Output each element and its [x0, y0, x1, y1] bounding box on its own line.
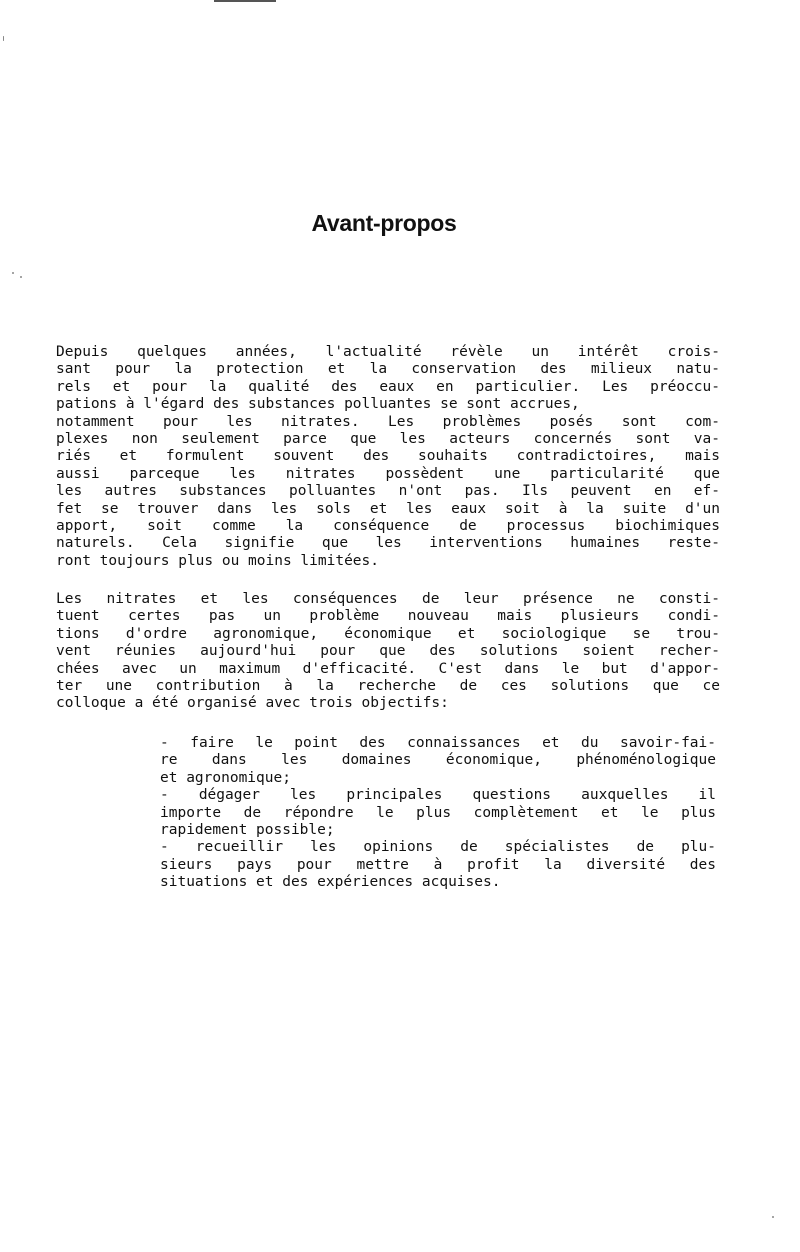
paragraph-context — [56, 591, 720, 713]
scan-speck — [20, 276, 22, 278]
list-item-line: situations et des expériences acquises. — [160, 874, 501, 891]
list-item-line: et agronomique; — [160, 769, 291, 786]
text-line: colloque a été organisé avec trois objectifs: — [56, 695, 449, 712]
text-line: sant pour la protection et la conservation des milieux natu- — [56, 361, 720, 378]
text-line: fet se trouver dans les sols et les eaux soit à la suite d'un — [56, 500, 720, 517]
text-line: plexes non seulement parce que les acteurs concernés sont va- — [56, 431, 720, 448]
scan-speck — [772, 1216, 774, 1218]
list-item-line: - recueillir les opinions de spécialistes de plu- — [160, 839, 716, 856]
text-line: vent réunies aujourd'hui pour que des solutions soient recher- — [56, 643, 720, 660]
page-title: Avant-propos — [311, 210, 457, 236]
text-line: rels et pour la qualité des eaux en particulier. Les préoccu- — [56, 378, 720, 395]
text-line: notamment pour les nitrates. Les problèmes posés sont com- — [56, 413, 720, 430]
paragraph-intro — [56, 344, 720, 570]
text-line: apport, soit comme la conséquence de processus biochimiques — [56, 518, 720, 535]
text-line: riés et formulent souvent des souhaits contradictoires, mais — [56, 448, 720, 465]
list-item-line: sieurs pays pour mettre à profit la diversité des — [160, 856, 716, 873]
text-line: Les nitrates et les conséquences de leur présence ne consti- — [56, 591, 720, 607]
scan-speck — [12, 272, 14, 274]
text-line: naturels. Cela signifie que les interventions humaines reste- — [56, 535, 720, 552]
text-line: ter une contribution à la recherche de ces solutions que ce — [56, 678, 720, 695]
text-line: les autres substances polluantes n'ont pas. Ils peuvent en ef- — [56, 483, 720, 500]
text-line: tuent certes pas un problème nouveau mais plusieurs condi- — [56, 608, 720, 625]
text-line: tions d'ordre agronomique, économique et sociologique se trou- — [56, 625, 720, 642]
scan-speck — [3, 36, 4, 41]
text-line: Depuis quelques années, l'actualité révèle un intérêt crois- — [56, 344, 720, 360]
text-line: aussi parceque les nitrates possèdent une particularité que — [56, 465, 720, 482]
text-line: chées avec un maximum d'efficacité. C'est dans le but d'appor- — [56, 660, 720, 677]
list-item-line: - faire le point des connaissances et du savoir-fai- — [160, 735, 716, 751]
objectives-list — [160, 735, 716, 892]
top-rule-mark — [214, 0, 276, 2]
list-item-line: - dégager les principales questions auxquelles il — [160, 787, 716, 804]
list-item-line: importe de répondre le plus complètement et le plus — [160, 804, 716, 821]
list-item-line: re dans les domaines économique, phénoménologique — [160, 752, 716, 769]
text-line: pations à l'égard des substances polluantes se sont accrues, — [56, 396, 580, 413]
text-line: ront toujours plus ou moins limitées. — [56, 552, 380, 569]
list-item-line: rapidement possible; — [160, 822, 335, 839]
